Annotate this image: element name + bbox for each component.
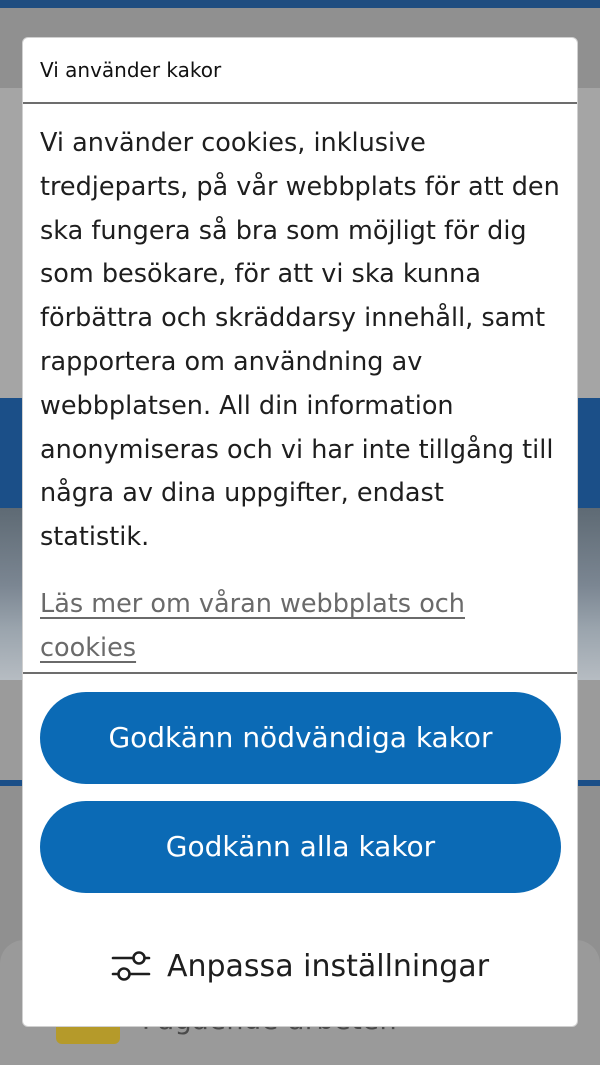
dialog-title: Vi använder kakor xyxy=(40,58,222,82)
dialog-footer xyxy=(23,672,577,1027)
read-more-link[interactable]: Läs mer om våran webbplats och cookies xyxy=(40,588,465,663)
customize-label: Anpassa inställningar xyxy=(166,948,490,984)
sliders-icon xyxy=(111,949,151,983)
accept-necessary-button[interactable]: Godkänn nödvändiga kakor xyxy=(40,692,561,784)
customize-settings-button[interactable] xyxy=(23,944,577,988)
top-bar xyxy=(0,0,600,8)
cookie-consent-dialog xyxy=(22,37,578,1027)
dialog-header xyxy=(23,38,577,104)
consent-text: Vi använder cookies, inklusive tredjeparts, på vår webbplats för att den ska fungera så bra som möjligt för dig som besökare, för att vi ska kunna förbättra och skräddarsy innehåll, samt rapportera om användning av webbplatsen. All din information anonymiseras och vi har inte tillgång till några av dina uppgifter, endast statistik. xyxy=(40,128,560,553)
dialog-body[interactable] xyxy=(23,104,577,670)
accept-all-button[interactable]: Godkänn alla kakor xyxy=(40,801,561,893)
